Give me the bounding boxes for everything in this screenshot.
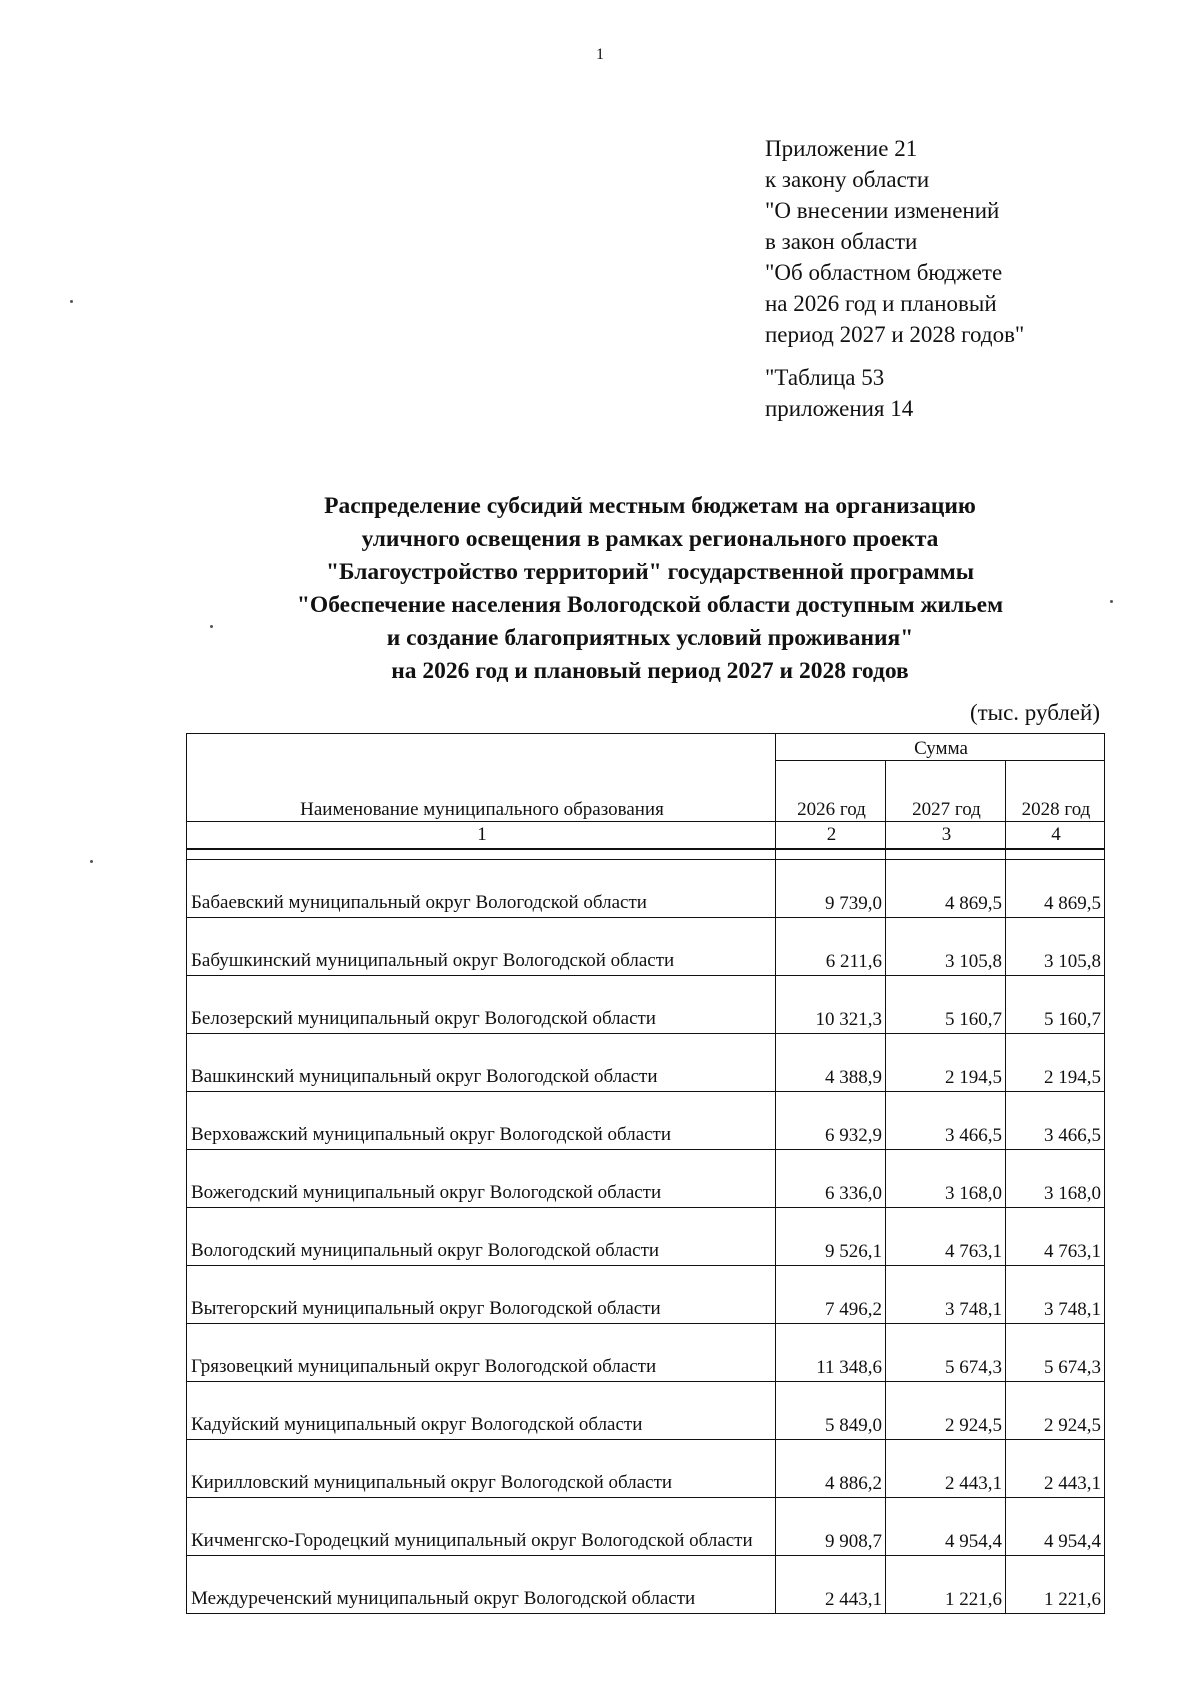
- value-2028: 3 168,0: [1006, 1150, 1105, 1208]
- municipality-name: Кичменгско-Городецкий муниципальный округ Вологодской области: [187, 1498, 776, 1556]
- municipality-name: Верховажский муниципальный округ Вологодской области: [187, 1092, 776, 1150]
- header-year: 2026 год: [776, 760, 886, 821]
- table-reference: [765, 362, 1024, 424]
- appendix-line: "О внесении изменений: [765, 198, 1000, 223]
- column-number: 4: [1006, 822, 1105, 850]
- value-2028: 2 194,5: [1006, 1034, 1105, 1092]
- column-number: 3: [886, 822, 1006, 850]
- value-2026: 10 321,3: [776, 976, 886, 1034]
- table-row: [187, 1556, 1105, 1614]
- municipality-name: Вологодский муниципальный округ Вологодской области: [187, 1208, 776, 1266]
- value-2028: 4 869,5: [1006, 860, 1105, 918]
- table-row: [187, 1382, 1105, 1440]
- municipality-name: Бабаевский муниципальный округ Вологодской области: [187, 860, 776, 918]
- value-2026: 6 211,6: [776, 918, 886, 976]
- value-2026: 6 336,0: [776, 1150, 886, 1208]
- municipality-name: Белозерский муниципальный округ Вологодской области: [187, 976, 776, 1034]
- table-row: [187, 1324, 1105, 1382]
- value-2027: 2 443,1: [886, 1440, 1006, 1498]
- value-2026: 9 526,1: [776, 1208, 886, 1266]
- value-2027: 3 105,8: [886, 918, 1006, 976]
- municipality-name: Вытегорский муниципальный округ Вологодской области: [187, 1266, 776, 1324]
- table-row: [187, 1266, 1105, 1324]
- value-2028: 4 763,1: [1006, 1208, 1105, 1266]
- scan-speck: [70, 300, 73, 303]
- value-2026: 4 388,9: [776, 1034, 886, 1092]
- title-line: "Обеспечение населения Вологодской области доступным жильем: [296, 592, 1004, 618]
- spacer-row: [187, 849, 1105, 860]
- value-2027: 4 869,5: [886, 860, 1006, 918]
- value-2028: 1 221,6: [1006, 1556, 1105, 1614]
- table-ref-line: приложения 14: [765, 396, 914, 421]
- table-ref-line: "Таблица 53: [765, 365, 885, 390]
- table-row: [187, 860, 1105, 918]
- value-2028: 2 924,5: [1006, 1382, 1105, 1440]
- value-2028: 3 748,1: [1006, 1266, 1105, 1324]
- value-2027: 3 466,5: [886, 1092, 1006, 1150]
- value-2028: 4 954,4: [1006, 1498, 1105, 1556]
- title-line: на 2026 год и плановый период 2027 и 2028 годов: [391, 658, 909, 684]
- value-2028: 5 674,3: [1006, 1324, 1105, 1382]
- header-name: Наименование муниципального образования: [187, 734, 776, 822]
- value-2026: 4 886,2: [776, 1440, 886, 1498]
- appendix-line: в закон области: [765, 229, 918, 254]
- appendix-line: период 2027 и 2028 годов": [765, 322, 1025, 347]
- appendix-line: на 2026 год и плановый: [765, 291, 997, 316]
- table-row: [187, 1092, 1105, 1150]
- value-2027: 4 954,4: [886, 1498, 1006, 1556]
- value-2027: 3 748,1: [886, 1266, 1006, 1324]
- value-2027: 5 160,7: [886, 976, 1006, 1034]
- appendix-line: "Об областном бюджете: [765, 260, 1003, 285]
- value-2027: 1 221,6: [886, 1556, 1006, 1614]
- spacer-cell: [886, 849, 1006, 860]
- column-number-row: [187, 822, 1105, 850]
- appendix-line: к закону области: [765, 167, 930, 192]
- value-2026: 5 849,0: [776, 1382, 886, 1440]
- value-2028: 3 466,5: [1006, 1092, 1105, 1150]
- value-2027: 4 763,1: [886, 1208, 1006, 1266]
- title-line: "Благоустройство территорий" государственной программы: [325, 559, 975, 585]
- table-row: [187, 1498, 1105, 1556]
- spacer-cell: [1006, 849, 1105, 860]
- header-year: 2027 год: [886, 760, 1006, 821]
- table-header-row: [187, 734, 1105, 761]
- table-row: [187, 1150, 1105, 1208]
- value-2027: 3 168,0: [886, 1150, 1006, 1208]
- header-year: 2028 год: [1006, 760, 1105, 821]
- value-2028: 3 105,8: [1006, 918, 1105, 976]
- appendix-block: [765, 133, 1024, 424]
- table-row: [187, 1208, 1105, 1266]
- table-row: [187, 976, 1105, 1034]
- table-row: [187, 1034, 1105, 1092]
- document-title: [220, 490, 1080, 688]
- value-2028: 2 443,1: [1006, 1440, 1105, 1498]
- value-2026: 7 496,2: [776, 1266, 886, 1324]
- spacer-cell: [187, 849, 776, 860]
- value-2026: 6 932,9: [776, 1092, 886, 1150]
- value-2028: 5 160,7: [1006, 976, 1105, 1034]
- subsidy-table: [186, 733, 1105, 1614]
- value-2027: 2 924,5: [886, 1382, 1006, 1440]
- value-2026: 9 908,7: [776, 1498, 886, 1556]
- municipality-name: Вашкинский муниципальный округ Вологодской области: [187, 1034, 776, 1092]
- scan-speck: [1110, 600, 1113, 603]
- municipality-name: Кадуйский муниципальный округ Вологодской области: [187, 1382, 776, 1440]
- municipality-name: Вожегодский муниципальный округ Вологодской области: [187, 1150, 776, 1208]
- column-number: 1: [187, 822, 776, 850]
- header-sum: Сумма: [776, 734, 1105, 761]
- municipality-name: Кирилловский муниципальный округ Вологодской области: [187, 1440, 776, 1498]
- spacer-cell: [776, 849, 886, 860]
- appendix-line: Приложение 21: [765, 136, 918, 161]
- municipality-name: Грязовецкий муниципальный округ Вологодской области: [187, 1324, 776, 1382]
- value-2026: 9 739,0: [776, 860, 886, 918]
- table-row: [187, 918, 1105, 976]
- page-number: 1: [596, 46, 604, 63]
- municipality-name: Междуреченский муниципальный округ Вологодской области: [187, 1556, 776, 1614]
- scan-speck: [90, 860, 93, 863]
- column-number: 2: [776, 822, 886, 850]
- table-row: [187, 1440, 1105, 1498]
- units-label: (тыс. рублей): [969, 700, 1100, 725]
- title-line: уличного освещения в рамках регионального проекта: [361, 526, 939, 552]
- value-2026: 11 348,6: [776, 1324, 886, 1382]
- scan-speck: [210, 625, 213, 628]
- title-line: и создание благоприятных условий проживания": [386, 625, 914, 651]
- municipality-name: Бабушкинский муниципальный округ Вологодской области: [187, 918, 776, 976]
- value-2026: 2 443,1: [776, 1556, 886, 1614]
- value-2027: 2 194,5: [886, 1034, 1006, 1092]
- title-line: Распределение субсидий местным бюджетам на организацию: [324, 493, 976, 519]
- value-2027: 5 674,3: [886, 1324, 1006, 1382]
